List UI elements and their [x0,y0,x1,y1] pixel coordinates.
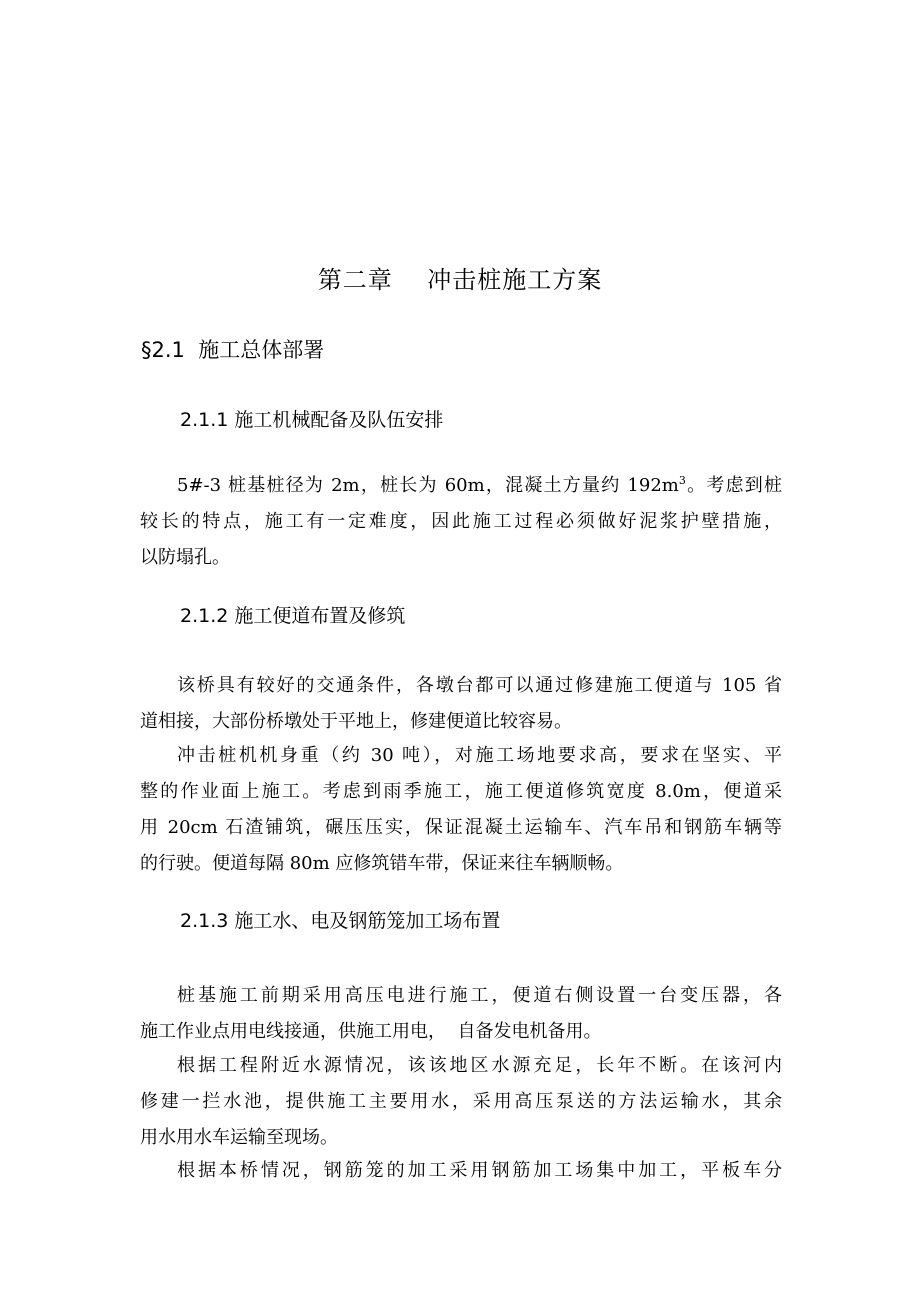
paragraph-water [140,1048,782,1156]
paragraph-line: 桩基施工前期采用高压电进行施工，便道右侧设置一台变压器，各 [177,985,782,1006]
paragraph-line: 修建一拦水池，提供施工主要用水，采用高压泵送的方法运输水，其余 [140,1091,782,1112]
chapter-title: 第二章 冲击桩施工方案 [317,266,603,294]
subsection-heading-2-1-2: 2.1.2 施工便道布置及修筑 [180,605,406,627]
paragraph-line: 根据本桥情况，钢筋笼的加工采用钢筋加工场集中加工，平板车分 [177,1160,782,1181]
paragraph-line: 整的作业面上施工。考虑到雨季施工，施工便道修筑宽度 8.0m，便道采 [140,781,782,802]
paragraph-line: 施工作业点用电线接通，供施工用电， 自备发电机备用。 [140,1021,602,1042]
paragraph-line [140,468,782,504]
paragraph-line: 根据工程附近水源情况，该该地区水源充足，长年不断。在该河内 [177,1055,782,1076]
paragraph-line: 的行驶。便道每隔 80m 应修筑错车带，保证来往车辆顺畅。 [140,853,624,874]
paragraph-line: 以防塌孔。 [140,547,230,568]
paragraph-line: 冲击桩机机身重（约 30 吨），对施工场地要求高，要求在坚实、平 [177,745,782,766]
subsection-heading-2-1-1: 2.1.1 施工机械配备及队伍安排 [180,409,444,431]
section-heading: §2.1 施工总体部署 [141,338,325,362]
paragraph-rig-weight [140,738,782,882]
paragraph-rebar-cage [140,1153,782,1189]
paragraph-line: 较长的特点，施工有一定难度，因此施工过程必须做好泥浆护壁措施， [140,511,782,532]
text-run: 5#-3 桩基桩径为 2m，桩长为 60m，混凝土方量约 192m [177,475,679,496]
paragraph-line: 道相接，大部份桥墩处于平地上，修建便道比较容易。 [140,711,572,732]
paragraph-line: 该桥具有较好的交通条件，各墩台都可以通过修建施工便道与 105 省 [177,675,782,696]
paragraph-traffic [140,668,782,740]
superscript: 3 [678,474,686,487]
paragraph-line: 用 20cm 石渣铺筑，碾压压实，保证混凝土运输车、汽车吊和钢筋车辆等 [140,817,782,838]
subsection-heading-2-1-3: 2.1.3 施工水、电及钢筋笼加工场布置 [180,910,501,932]
paragraph-pile-spec [140,468,782,576]
text-run: 。考虑到桩 [685,475,782,496]
paragraph-line: 用水用水车运输至现场。 [140,1127,338,1148]
paragraph-power [140,978,782,1050]
